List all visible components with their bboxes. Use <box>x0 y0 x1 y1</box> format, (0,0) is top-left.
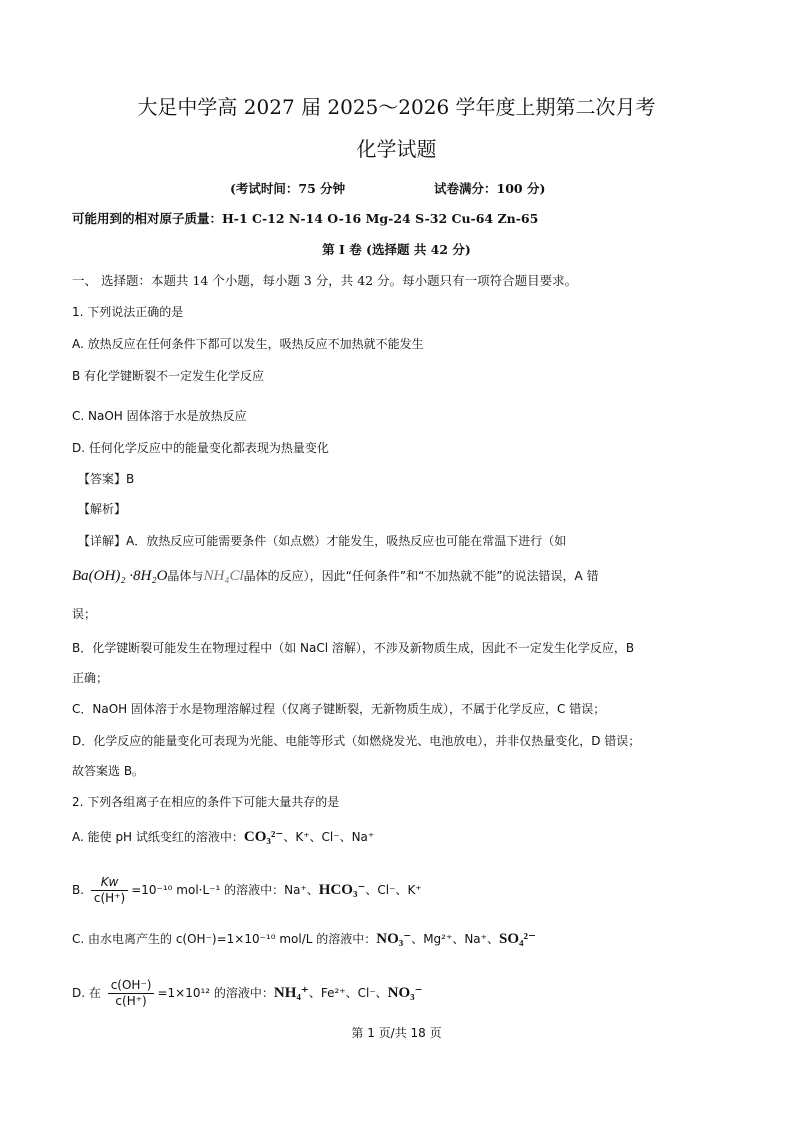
q2-d-mid2: 、Fe²⁺、Cl⁻、 <box>308 986 388 1000</box>
q2-b-rest: 、Cl⁻、K⁺ <box>365 883 422 897</box>
full-score: 试卷满分：100 分) <box>434 181 546 196</box>
q1-detail-line-2 <box>72 567 733 585</box>
q1-detail-line-4: B．化学键断裂可能发生在物理过程中（如 NaCl 溶解），不涉及新物质生成，因此不一定发生化学反应，B <box>72 641 635 655</box>
q2-b-prefix: B. <box>72 883 85 897</box>
q1-formula-baoh2: Ba(OH)₂ ·8H₂O <box>72 568 168 584</box>
q2-c-ion-nitrate: NO₃⁻ <box>376 931 412 947</box>
q1-option-c: C. NaOH 固体溶于水是放热反应 <box>72 409 247 423</box>
q2-d-ion-ammonium: NH₄⁺ <box>273 985 309 1001</box>
q2-option-d <box>72 975 733 1011</box>
q2-d-numerator: c(OH⁻) <box>108 978 155 994</box>
q1-detail-line-5: 正确； <box>72 671 109 685</box>
volume-title: 第 I 卷 (选择题 共 42 分) <box>322 242 471 257</box>
atomic-masses: 可能用到的相对原子质量：H-1 C-12 N-14 O-16 Mg-24 S-32 Cu-64 Zn-65 <box>72 211 539 226</box>
q2-a-prefix: A. 能使 pH 试纸变红的溶液中： <box>72 830 244 844</box>
q2-d-denominator: c(H⁺) <box>115 994 147 1008</box>
exam-subtitle: 化学试题 <box>356 137 437 161</box>
q2-d-mid: =1×10¹² 的溶液中： <box>157 986 274 1000</box>
exam-time: (考试时间：75 分钟 <box>230 181 346 196</box>
q2-a-ion-carbonate: CO₃²⁻ <box>243 829 284 845</box>
exam-title: 大足中学高 2027 届 2025～2026 学年度上期第二次月考 <box>137 95 656 119</box>
q2-option-c <box>72 930 733 948</box>
section-intro: 一、 选择题：本题共 14 个小题，每小题 3 分，共 42 分。每小题只有一项符合题目要求。 <box>72 273 578 288</box>
q2-c-text: C. 由水电离产生的 c(OH⁻)=1×10⁻¹⁰ mol/L 的溶液中： <box>72 932 377 946</box>
q2-b-mid: =10⁻¹⁰ mol·L⁻¹ 的溶液中：Na⁺、 <box>131 883 319 897</box>
q2-option-a <box>72 828 733 846</box>
q2-c-ion-sulfate: SO₄²⁻ <box>498 931 536 947</box>
q2-c-mid: 、Mg²⁺、Na⁺、 <box>411 932 499 946</box>
q2-a-rest: 、K⁺、Cl⁻、Na⁺ <box>283 830 375 844</box>
q1-detail-line-3: 误； <box>72 607 97 621</box>
q2-d-fraction <box>108 978 155 1009</box>
q1-option-d: D. 任何化学反应中的能量变化都表现为热量变化 <box>72 441 329 455</box>
q1-analysis-heading: 【解析】 <box>78 502 127 516</box>
q1-detail-line-1: 【详解】A．放热反应可能需要条件（如点燃）才能发生，吸热反应也可能在常温下进行（如 <box>78 534 567 548</box>
q1-option-a: A. 放热反应在任何条件下都可以发生，吸热反应不加热就不能发生 <box>72 337 424 351</box>
q1-detail-line-2-mid: 晶体与 <box>167 569 204 583</box>
q1-detail-line-7: D．化学反应的能量变化可表现为光能、电能等形式（如燃烧发光、电池放电），并非仅热量变化，D 错误； <box>72 734 641 748</box>
q2-b-fraction <box>91 875 128 906</box>
q1-stem: 1. 下列说法正确的是 <box>72 305 184 319</box>
q1-answer: 【答案】B <box>78 472 135 486</box>
q2-b-numerator: Kw <box>91 875 128 891</box>
q1-detail-line-8: 故答案选 B。 <box>72 764 145 778</box>
q2-d-ion-nitrate: NO₃⁻ <box>387 985 423 1001</box>
q1-detail-line-6: C．NaOH 固体溶于水是物理溶解过程（仅离子键断裂，无新物质生成），不属于化学反应，C 错误； <box>72 702 606 716</box>
q1-option-b: B 有化学键断裂不一定发生化学反应 <box>72 369 265 383</box>
q2-option-b <box>72 872 733 908</box>
page-footer: 第 1 页/共 18 页 <box>351 1026 442 1040</box>
q2-d-prefix: D. 在 <box>72 986 101 1000</box>
q1-formula-nh4cl: NH₄Cl <box>203 568 244 584</box>
q1-detail-line-2-rest: 晶体的反应），因此“任何条件”和“不加热就不能”的说法错误，A 错 <box>243 569 599 583</box>
q2-stem: 2. 下列各组离子在相应的条件下可能大量共存的是 <box>72 795 340 809</box>
q2-b-ion-bicarbonate: HCO₃⁻ <box>318 882 366 898</box>
q2-b-denominator: c(H⁺) <box>93 891 126 905</box>
